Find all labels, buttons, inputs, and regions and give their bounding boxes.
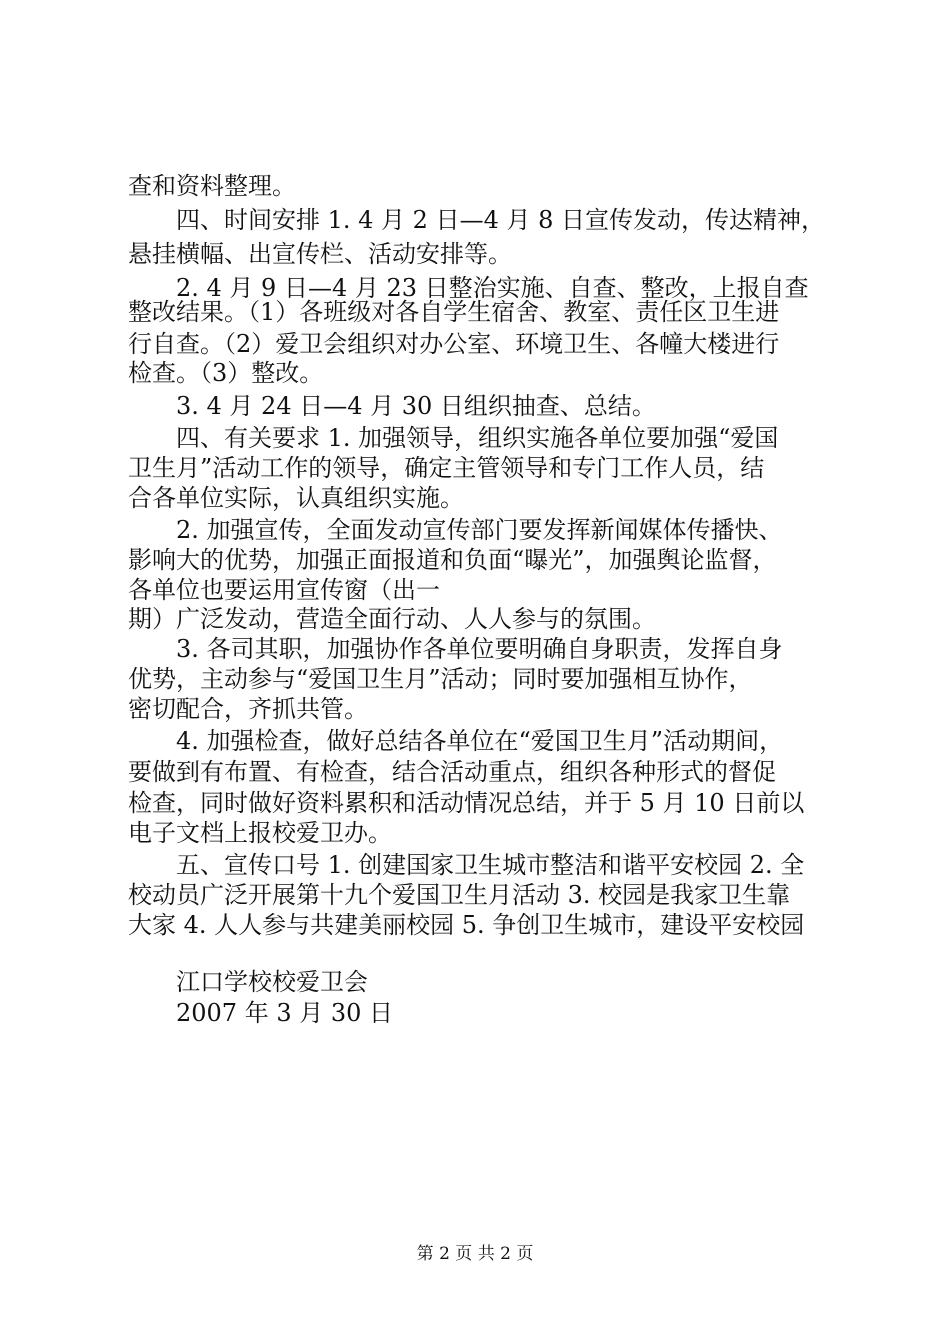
page-footer: 第 2 页 共 2 页 [416,1244,534,1264]
body-line: 各单位也要运用宣传窗（出一 [128,576,440,604]
body-line: 大家 4. 人人参与共建美丽校园 5. 争创卫生城市，建设平安校园 [128,911,805,939]
body-line: 五、宣传口号 1. 创建国家卫生城市整洁和谐平安校园 2. 全 [176,851,805,879]
body-line: 校动员广泛开展第十九个爱国卫生月活动 3. 校园是我家卫生靠 [128,881,791,909]
body-line: 查和资料整理。 [128,172,296,200]
body-line: 密切配合，齐抓共管。 [128,695,368,723]
body-line: 影响大的优势，加强正面报道和负面“曝光”，加强舆论监督， [128,546,777,574]
body-line: 3. 各司其职，加强协作各单位要明确自身职责，发挥自身 [176,635,783,663]
signature-date: 2007 年 3 月 30 日 [176,999,394,1027]
body-line: 2. 4 月 9 日—4 月 23 日整治实施、自查、整改，上报自查 [176,274,809,302]
body-line: 2. 加强宣传，全面发动宣传部门要发挥新闻媒体传播快、 [176,516,783,544]
body-line: 四、时间安排 1. 4 月 2 日—4 月 8 日宣传发动，传达精神， [176,206,826,234]
body-line: 期）广泛发动，营造全面行动、人人参与的氛围。 [128,605,656,633]
body-line: 电子文档上报校爱卫办。 [128,819,392,847]
body-line: 整改结果。（1）各班级对各自学生宿舍、教室、责任区卫生进 [128,298,780,326]
body-line: 合各单位实际，认真组织实施。 [128,484,464,512]
body-line: 3. 4 月 24 日—4 月 30 日组织抽查、总结。 [176,392,656,420]
body-line: 四、有关要求 1. 加强领导，组织实施各单位要加强“爱国 [176,424,779,452]
body-line: 检查。（3）整改。 [128,359,324,387]
body-line: 检查，同时做好资料累积和活动情况总结，并于 5 月 10 日前以 [128,789,805,817]
body-line: 悬挂横幅、出宣传栏、活动安排等。 [128,240,512,268]
signature-org: 江口学校校爱卫会 [176,968,368,996]
body-line: 优势，主动参与“爱国卫生月”活动；同时要加强相互协作， [128,665,753,693]
body-line: 卫生月”活动工作的领导，确定主管领导和专门工作人员，结 [128,454,765,482]
body-line: 行自查。（2）爱卫会组织对办公室、环境卫生、各幢大楼进行 [128,330,780,358]
body-line: 要做到有布置、有检查，结合活动重点，组织各种形式的督促 [128,758,776,786]
body-line: 4. 加强检查，做好总结各单位在“爱国卫生月”活动期间， [176,727,784,755]
